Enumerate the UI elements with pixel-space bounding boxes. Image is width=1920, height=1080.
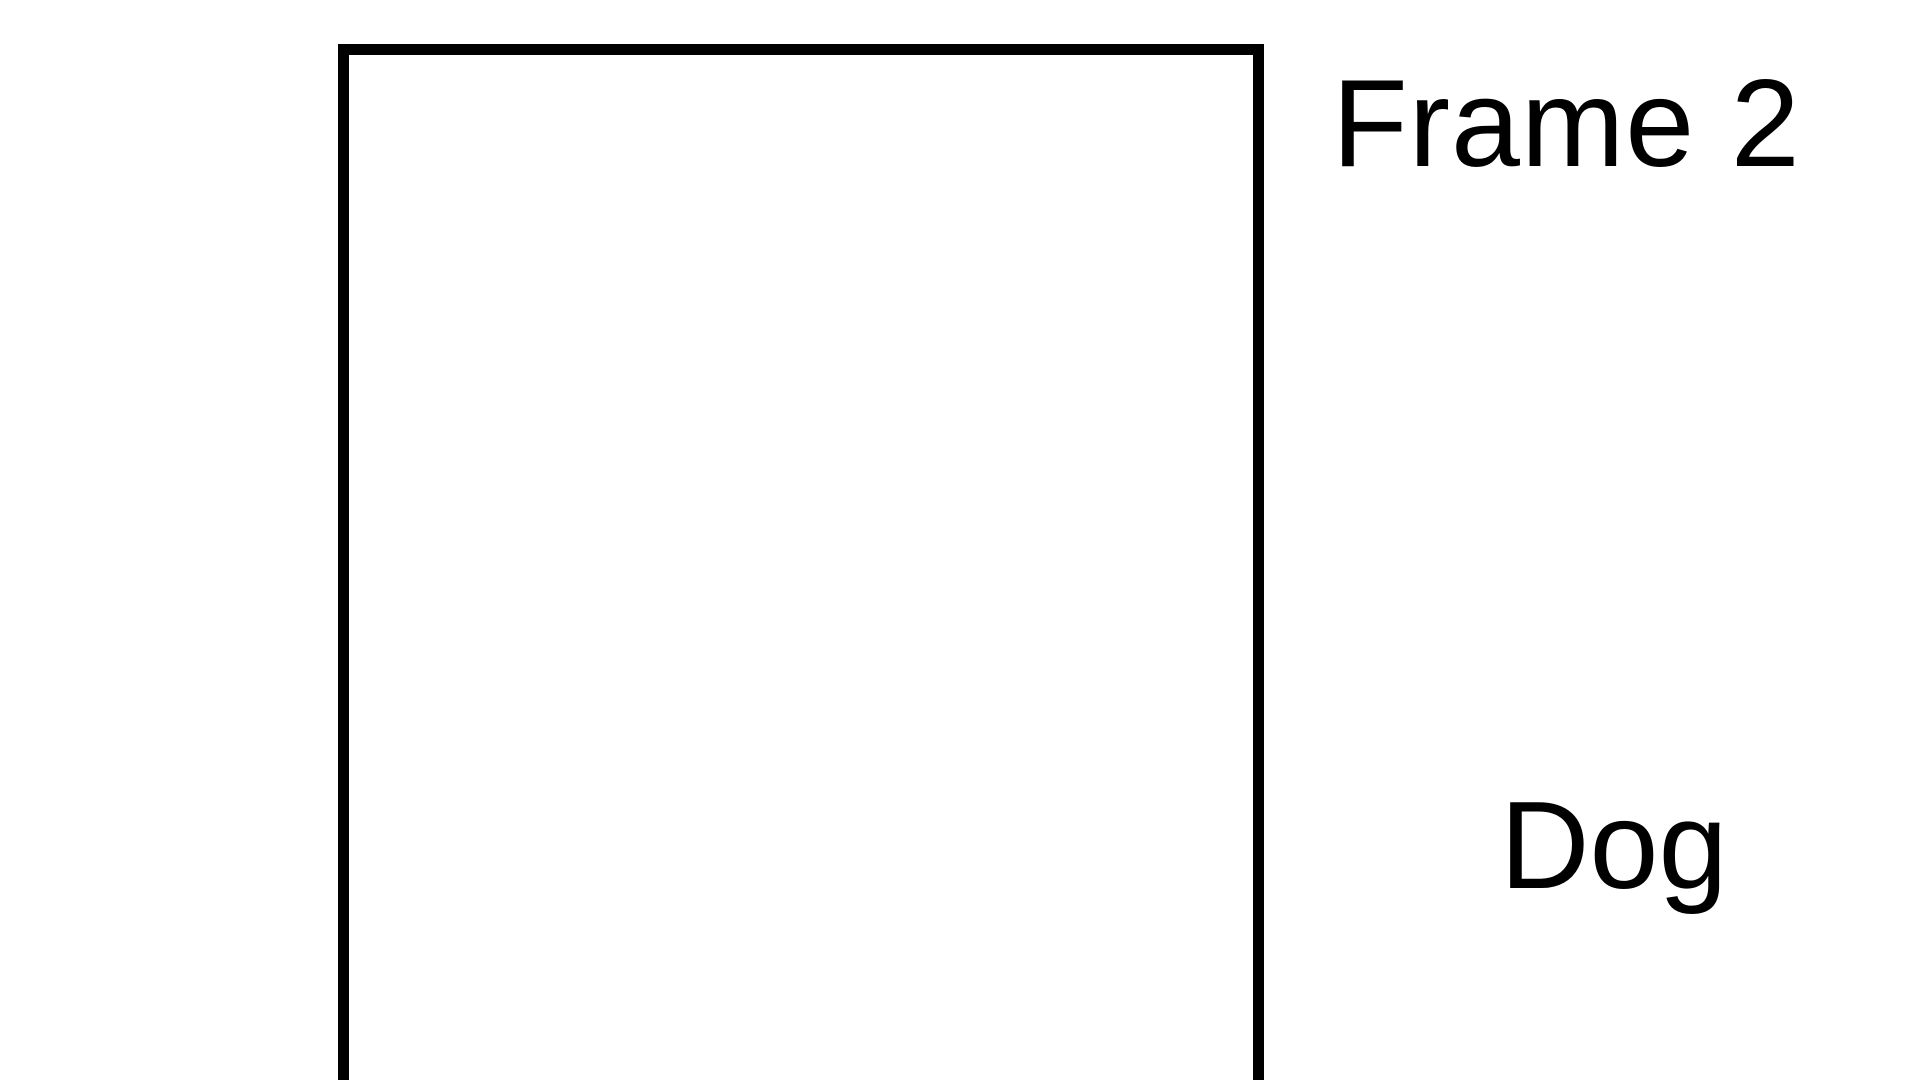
animal-label: Dog	[1500, 777, 1728, 915]
frame-label: Frame 2	[1332, 55, 1801, 193]
empty-frame-box	[338, 44, 1264, 1080]
